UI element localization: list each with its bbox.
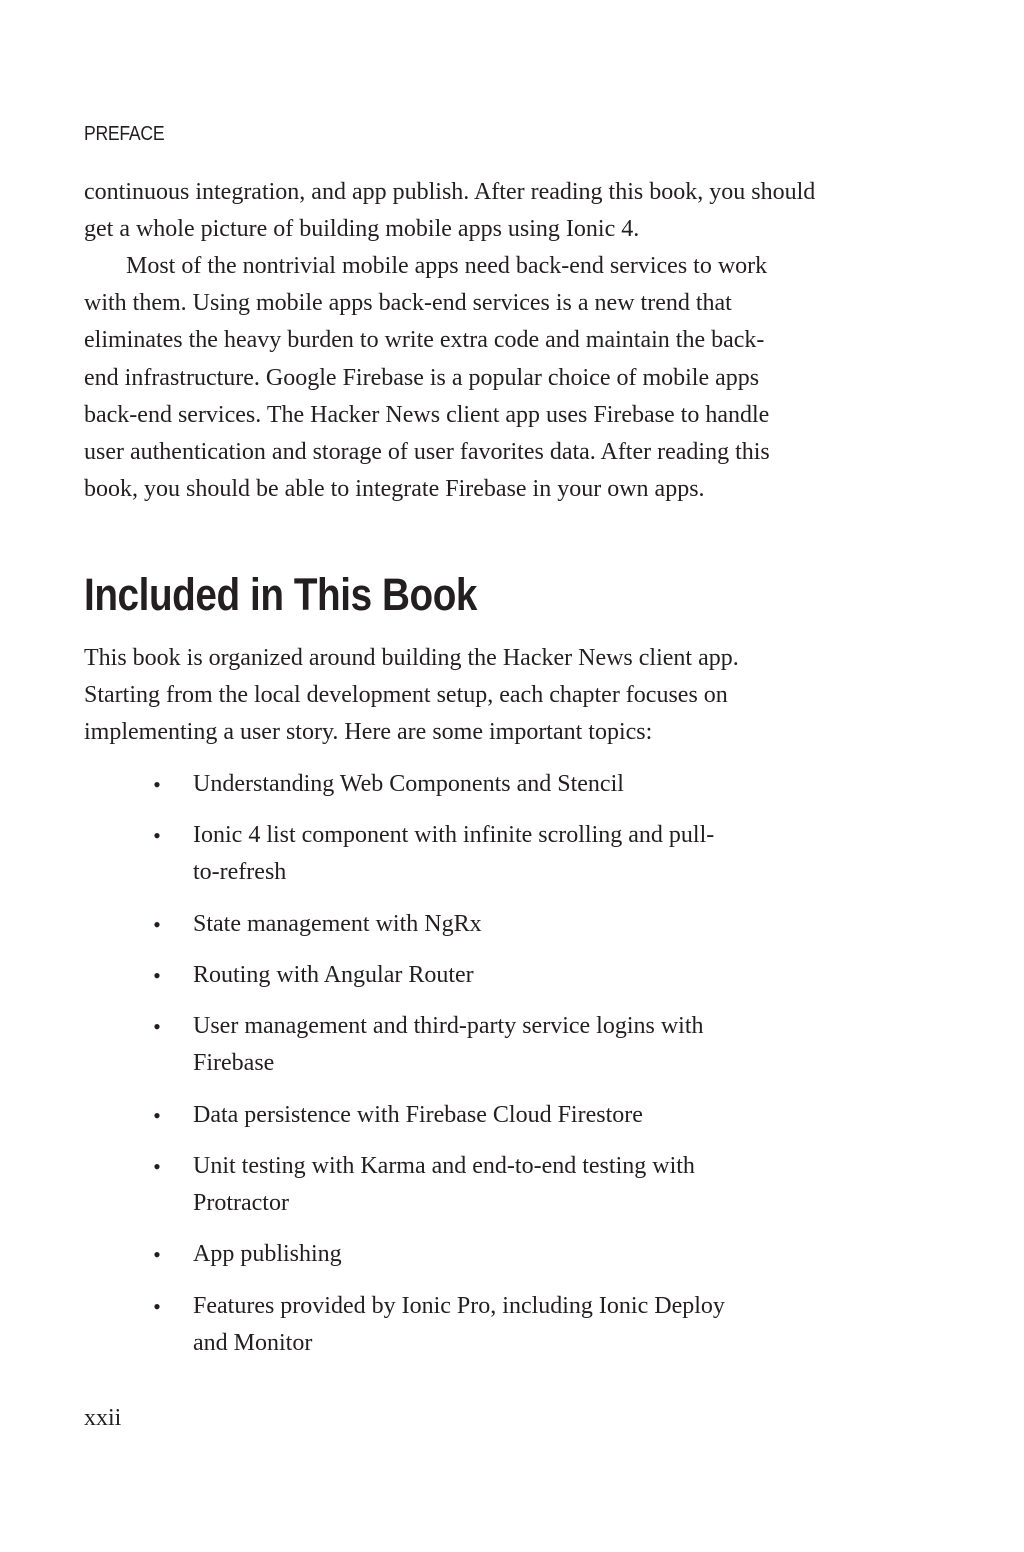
list-item-text [193,1008,704,1082]
text-line: to-refresh [193,859,287,886]
list-item-text [193,817,714,891]
bullet-icon: • [153,1242,161,1267]
text-line: Understanding Web Components and Stencil [193,771,624,797]
text-line: get a whole picture of building mobile apps using Ionic 4. [84,216,640,243]
bullet-icon: • [153,1154,161,1179]
text-line: implementing a user story. Here are some important topics: [84,719,653,746]
bullet-icon: • [153,772,161,797]
text-line: and Monitor [193,1330,313,1357]
text-line: This book is organized around building the Hacker News client app. [84,645,739,671]
text-line: with them. Using mobile apps back-end services is a new trend that [84,290,732,317]
paragraph-book-organization [84,640,904,752]
list-item-text [193,957,474,994]
paragraph-continuation [84,174,904,248]
running-head: PREFACE [84,123,165,145]
text-line: Ionic 4 list component with infinite scrolling and pull- [193,822,715,848]
text-line: book, you should be able to integrate Firebase in your own apps. [84,476,705,503]
list-item-text [193,766,624,803]
text-line: Features provided by Ionic Pro, including Ionic Deploy [193,1293,725,1319]
text-line: Most of the nontrivial mobile apps need back-end services to work [126,253,768,279]
section-heading: Included in This Book [84,569,478,620]
bullet-icon: • [153,1294,161,1319]
paragraph-backend-services [84,248,904,508]
text-line: continuous integration, and app publish. After reading this book, you should [84,179,816,205]
bullet-icon: • [153,823,161,848]
text-line: Unit testing with Karma and end-to-end testing with [193,1153,695,1179]
list-item-text [193,906,482,943]
list-item-text [193,1097,643,1134]
bullet-icon: • [153,1103,161,1128]
text-line: end infrastructure. Google Firebase is a popular choice of mobile apps [84,364,760,391]
bullet-icon: • [153,963,161,988]
text-line: User management and third-party service logins with [193,1013,704,1039]
text-line: App publishing [193,1241,342,1267]
text-line: Protractor [193,1190,289,1217]
text-line: Routing with Angular Router [193,962,474,988]
list-item-text [193,1236,342,1273]
text-line: State management with NgRx [193,911,482,937]
text-line: Starting from the local development setup, each chapter focuses on [84,682,728,709]
list-item-text [193,1288,725,1362]
bullet-icon: • [153,912,161,937]
bullet-icon: • [153,1014,161,1039]
text-line: back-end services. The Hacker News client app uses Firebase to handle [84,401,770,428]
text-line: user authentication and storage of user favorites data. After reading this [84,439,770,466]
text-line: Firebase [193,1050,275,1077]
text-line: eliminates the heavy burden to write extra code and maintain the back- [84,327,765,354]
text-line: Data persistence with Firebase Cloud Firestore [193,1102,643,1128]
page-number: xxii [84,1405,122,1431]
list-item-text [193,1148,695,1222]
